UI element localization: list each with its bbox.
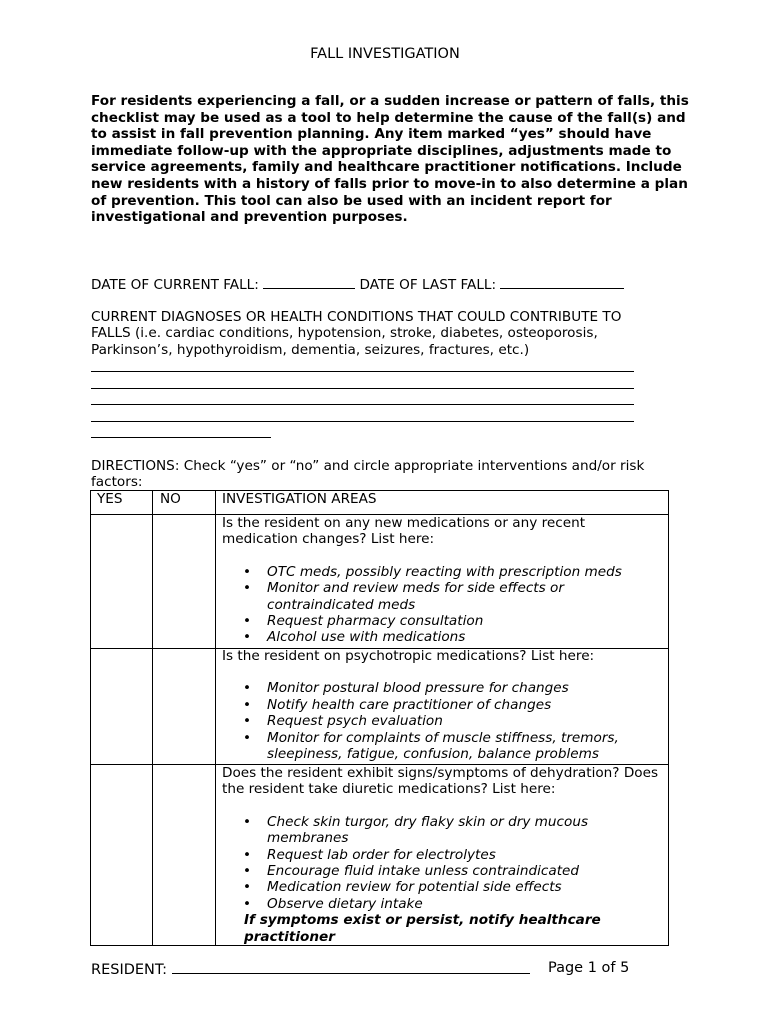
header-yes: YES xyxy=(97,491,123,507)
date-last-field[interactable] xyxy=(500,276,624,289)
intervention-list xyxy=(222,564,662,646)
diagnoses-blank-line[interactable] xyxy=(91,421,634,422)
diagnoses-line-2: FALLS (i.e. cardiac conditions, hypotension, stroke, diabetes, osteoporosis, xyxy=(91,325,598,341)
bullet-icon: • xyxy=(243,846,252,863)
list-item: • Check skin turgor, dry flaky skin or dry mucous membranes xyxy=(243,813,589,847)
page-number: Page 1 of 5 xyxy=(548,960,630,976)
list-item: • OTC meds, possibly reacting with prescription meds xyxy=(243,563,622,580)
diagnoses-line-3: Parkinson’s, hypothyroidism, dementia, seizures, fractures, etc.) xyxy=(91,342,530,358)
investigation-row-3 xyxy=(222,765,662,945)
list-item: • Observe dietary intake xyxy=(243,895,423,912)
list-item: • Request lab order for electrolytes xyxy=(243,846,496,863)
bullet-icon: • xyxy=(243,729,252,746)
list-item: • Encourage fluid intake unless contraindicated xyxy=(243,863,580,880)
diagnoses-blank-line[interactable] xyxy=(91,371,634,372)
yes-cell-row-2[interactable] xyxy=(91,649,152,764)
diagnoses-blank-line[interactable] xyxy=(91,437,271,438)
intervention-list xyxy=(222,680,662,762)
investigation-row-2 xyxy=(222,648,662,762)
row-question: Is the resident on psychotropic medications? List here: xyxy=(222,648,595,664)
column-divider xyxy=(215,491,216,945)
yes-cell-row-3[interactable] xyxy=(91,765,152,945)
investigation-table xyxy=(90,490,669,946)
bullet-icon: • xyxy=(243,563,252,580)
investigation-row-1 xyxy=(222,515,662,646)
diagnoses-blank-line[interactable] xyxy=(91,404,634,405)
yes-cell-row-1[interactable] xyxy=(91,515,152,648)
bullet-icon: • xyxy=(243,863,252,880)
header-investigation-areas: INVESTIGATION AREAS xyxy=(222,491,377,507)
list-item: • Monitor for complaints of muscle stiffness, tremors, sleepiness, fatigue, confusion, balance problems xyxy=(243,729,619,763)
resident-name-field[interactable] xyxy=(172,959,530,974)
row-note: If symptoms exist or persist, notify healthcare practitioner xyxy=(244,912,601,945)
no-cell-row-1[interactable] xyxy=(153,515,215,648)
list-item: • Medication review for potential side effects xyxy=(243,879,562,896)
date-current-label: DATE OF CURRENT FALL: xyxy=(91,277,259,293)
bullet-icon: • xyxy=(243,879,252,896)
bullet-icon: • xyxy=(243,613,252,630)
row-question: Is the resident on any new medications or any recent medication changes? List here: xyxy=(222,515,586,548)
dates-row xyxy=(91,276,651,294)
intro-paragraph: For residents experiencing a fall, or a sudden increase or pattern of falls, this checklist may be used as a tool to help determine the cause of the fall(s) and to assist in fall prevention planning. Any item marked “yes” should have immediate follow-up with the appropriate disciplines, adjustments made to service agreements, family and healthcare practitioner notifications. Include new residents with a history of falls prior to move-in to also determine a plan of prevention. This tool can also be used with an incident report for investigational and prevention purposes. xyxy=(91,93,689,226)
bullet-icon: • xyxy=(243,680,252,697)
date-last-label: DATE OF LAST FALL: xyxy=(359,277,497,293)
bullet-icon: • xyxy=(243,696,252,713)
date-current-field[interactable] xyxy=(263,276,355,289)
list-item: • Alcohol use with medications xyxy=(243,629,466,646)
bullet-icon: • xyxy=(243,813,252,830)
bullet-icon: • xyxy=(243,629,252,646)
resident-label: RESIDENT: xyxy=(91,962,168,978)
row-question: Does the resident exhibit signs/symptoms of dehydration? Does the resident take diuretic medications? List here: xyxy=(222,765,659,798)
header-no: NO xyxy=(160,491,181,507)
list-item: • Notify health care practitioner of changes xyxy=(243,696,552,713)
list-item: • Request psych evaluation xyxy=(243,713,443,730)
bullet-icon: • xyxy=(243,713,252,730)
diagnoses-line-1: CURRENT DIAGNOSES OR HEALTH CONDITIONS THAT COULD CONTRIBUTE TO xyxy=(91,309,622,325)
bullet-icon: • xyxy=(243,580,252,597)
intervention-list xyxy=(222,814,662,912)
list-item: • Monitor postural blood pressure for changes xyxy=(243,680,569,697)
diagnoses-blank-line[interactable] xyxy=(91,388,634,389)
directions-text: DIRECTIONS: Check “yes” or “no” and circle appropriate interventions and/or risk factors: xyxy=(91,458,645,491)
bullet-icon: • xyxy=(243,895,252,912)
list-item: • Request pharmacy consultation xyxy=(243,613,484,630)
page-title: FALL INVESTIGATION xyxy=(310,46,460,62)
no-cell-row-3[interactable] xyxy=(153,765,215,945)
no-cell-row-2[interactable] xyxy=(153,649,215,764)
list-item: • Monitor and review meds for side effects or contraindicated meds xyxy=(243,580,564,613)
resident-row xyxy=(91,959,530,979)
